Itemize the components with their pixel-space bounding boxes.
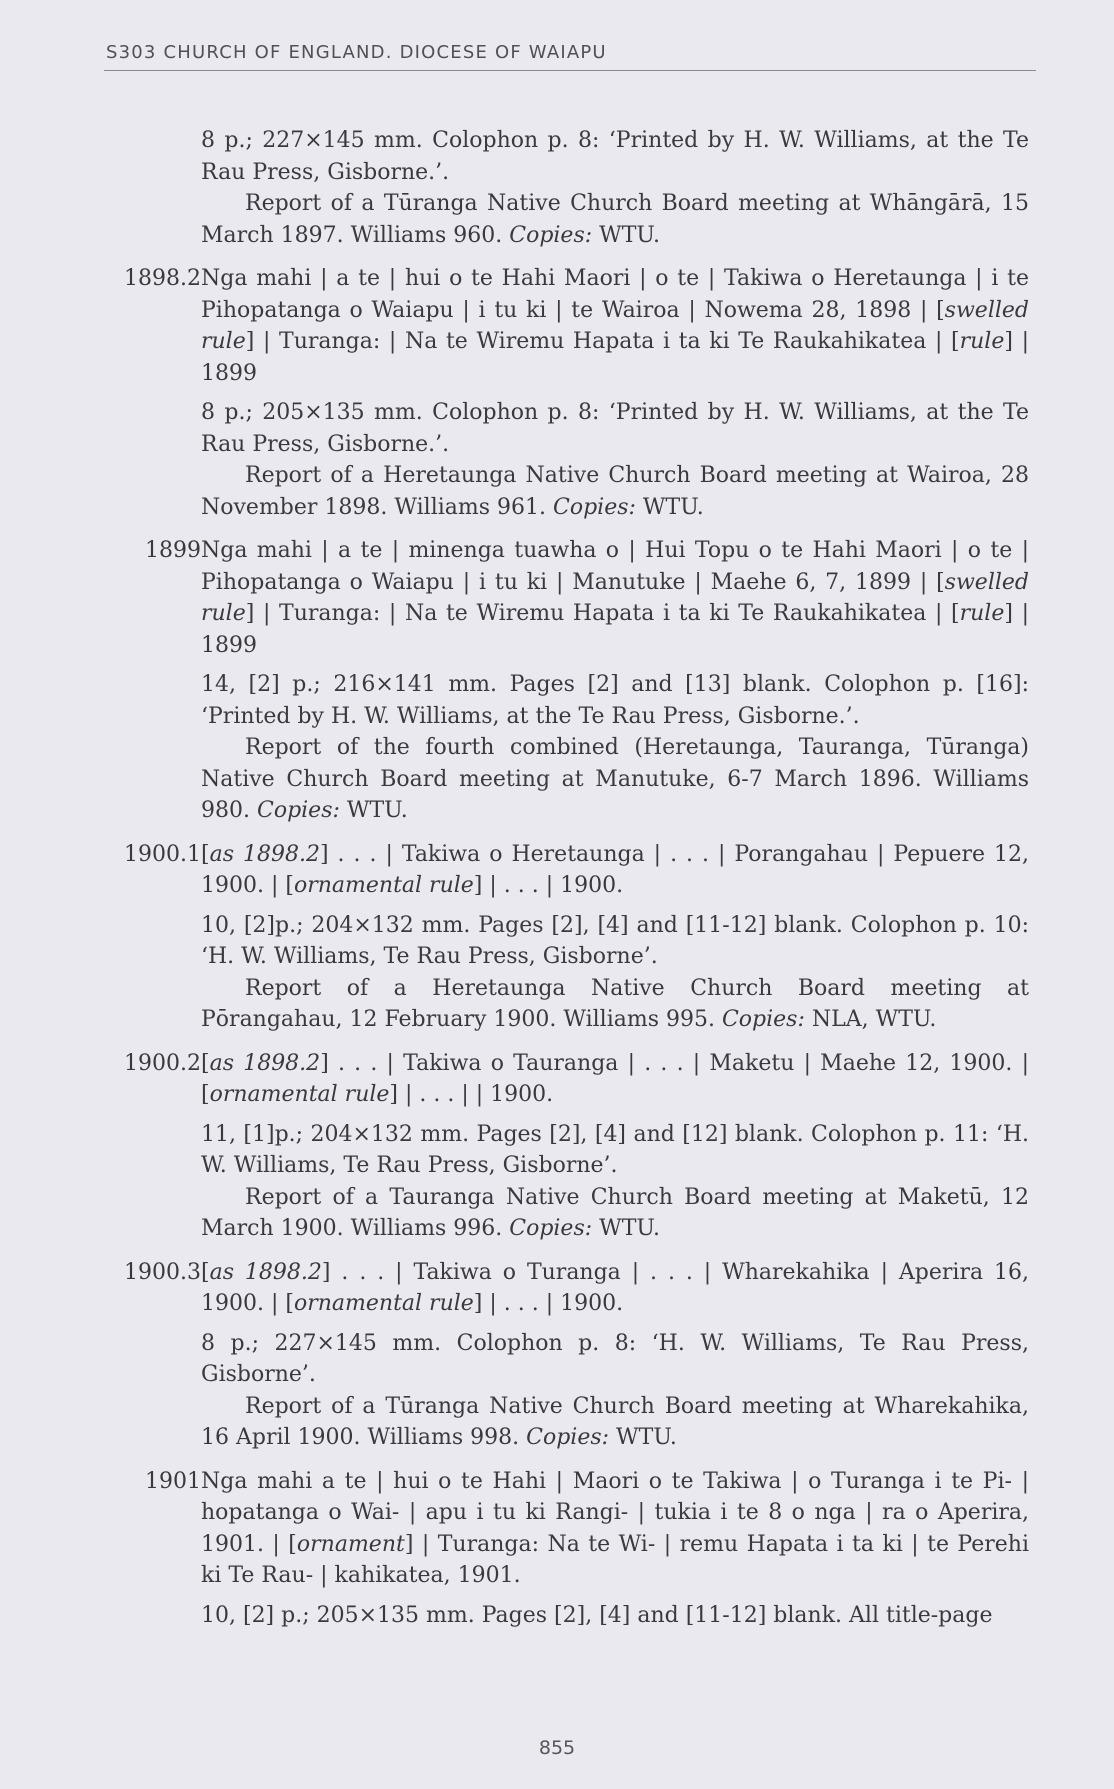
entry-note xyxy=(201,732,1029,827)
entry-number: 1901 xyxy=(145,1468,201,1494)
copies-label: Copies: xyxy=(721,1007,805,1032)
title-part: [ xyxy=(201,841,210,867)
copies-label: Copies: xyxy=(256,798,340,823)
catalogue-entry-continued xyxy=(104,125,1032,251)
note-text: Report of a Tūranga Native Church Board meeting at Whāngārā, 15 March 1897. Williams 960. xyxy=(201,191,1029,248)
title-part: ] | 1899 xyxy=(201,601,1029,658)
catalogue-entry xyxy=(104,1257,1032,1454)
title-part: ] | 1899 xyxy=(201,329,1029,386)
entry-title xyxy=(201,1466,1029,1592)
entry-number: 1900.1 xyxy=(124,841,201,867)
title-part: ] . . . | Takiwa o Turanga | . . . | Wharekahika | Aperira 16, 1900. | [ xyxy=(201,1259,1029,1316)
entry-body xyxy=(201,1257,1029,1454)
copies-holdings: WTU. xyxy=(635,494,704,520)
header-rule xyxy=(104,70,1036,71)
title-editorial: as 1898.2 xyxy=(209,1259,322,1285)
copies-label: Copies: xyxy=(509,222,593,248)
copies-holdings: WTU. xyxy=(592,222,660,248)
entry-physical-description: 11, [1]p.; 204×132 mm. Pages [2], [4] and [12] blank. Colophon p. 11: ‘H. W. Williams, Te Rau Press, Gisborne’. xyxy=(201,1121,1029,1178)
entry-physical-description: 8 p.; 227×145 mm. Colophon p. 8: ‘H. W. Williams, Te Rau Press, Gisborne’. xyxy=(201,1330,1029,1387)
title-editorial: as 1898.2 xyxy=(209,1050,321,1076)
entry-title xyxy=(201,1257,1029,1320)
entry-number: 1899 xyxy=(145,538,201,563)
running-head: S303 CHURCH OF ENGLAND. DIOCESE OF WAIAPU xyxy=(106,42,607,63)
title-part: ] | Turanga: | Na te Wiremu Hapata i ta ki Te Raukahikatea | [ xyxy=(245,329,960,354)
title-editorial: ornament xyxy=(296,1531,405,1557)
copies-label: Copies: xyxy=(526,1425,610,1450)
copies-holdings: WTU. xyxy=(609,1425,677,1450)
note-text: Report of a Tauranga Native Church Board meeting at Maketū, 12 March 1900. Williams 996. xyxy=(201,1184,1029,1241)
entry-physical-description: 10, [2] p.; 205×135 mm. Pages [2], [4] and [11-12] blank. All title-page xyxy=(201,1602,993,1628)
catalogue-entry xyxy=(104,839,1032,1036)
entry-body xyxy=(201,839,1029,1036)
catalogue-entry xyxy=(104,263,1032,523)
entry-note xyxy=(201,1391,1029,1454)
entry-number: 1898.2 xyxy=(124,266,201,291)
title-editorial: ornamental rule xyxy=(293,873,474,898)
entry-physical-description: 10, [2]p.; 204×132 mm. Pages [2], [4] and [11-12] blank. Colophon p. 10: ‘H. W. Williams, Te Rau Press, Gisborne’. xyxy=(201,912,1029,969)
copies-holdings: WTU. xyxy=(592,1216,660,1241)
title-editorial: ornamental rule xyxy=(209,1082,390,1107)
entry-body xyxy=(201,125,1029,251)
title-part: ] | . . . | 1900. xyxy=(473,873,624,898)
entry-note xyxy=(201,973,1029,1036)
title-editorial: rule xyxy=(959,329,1005,354)
entry-note xyxy=(201,188,1029,251)
title-part: Nga mahi a te | hui o te Hahi | Maori o te Takiwa | o Turanga i te Pi- | hopatanga o Wai- | apu i tu ki Rangi- | tukia i te 8 o nga | ra o Aperira, 1901. | [ xyxy=(201,1468,1029,1557)
title-part: ] . . . | Takiwa o Tauranga | . . . | Maketu | Maehe 12, 1900. | [ xyxy=(201,1050,1029,1107)
entry-physical-description: 8 p.; 205×135 mm. Colophon p. 8: ‘Printed by H. W. Williams, at the Te Rau Press, Gisborne.’. xyxy=(201,400,1029,457)
entry-body xyxy=(201,263,1029,523)
copies-label: Copies: xyxy=(509,1216,593,1241)
entry-body xyxy=(201,535,1029,827)
title-part: [ xyxy=(201,1259,210,1285)
entry-physical-description: 14, [2] p.; 216×141 mm. Pages [2] and [13] blank. Colophon p. [16]: ‘Printed by H. W. Williams, at the Te Rau Press, Gisborne.’. xyxy=(201,672,1029,729)
catalogue-entry xyxy=(104,535,1032,827)
entry-number xyxy=(104,125,201,251)
entry-title xyxy=(201,839,1029,902)
page-number: 855 xyxy=(538,1737,576,1759)
title-part: Nga mahi | a te | minenga tuawha o | Hui Topu o te Hahi Maori | o te | Pihopatanga o Waiapu | i tu ki | Manutuke | Maehe 6, 7, 1899 | [ xyxy=(201,538,1029,595)
entry-physical-description: 8 p.; 227×145 mm. Colophon p. 8: ‘Printed by H. W. Williams, at the Te Rau Press, Gisborne.’. xyxy=(201,128,1029,185)
title-part: ] | Turanga: Na te Wi- | remu Hapata i ta ki | te Perehi ki Te Rau- | kahikatea, 1901. xyxy=(201,1531,1029,1588)
title-part: [ xyxy=(201,1050,210,1076)
catalogue-entry xyxy=(104,1048,1032,1245)
title-editorial: swelled rule xyxy=(201,297,1029,354)
entry-list xyxy=(104,263,1032,1631)
copies-holdings: WTU. xyxy=(339,798,408,823)
note-text: Report of a Tūranga Native Church Board meeting at Wharekahika, 16 April 1900. Williams 998. xyxy=(201,1393,1029,1450)
entry-body xyxy=(201,1048,1029,1245)
entry-body xyxy=(201,1466,1029,1632)
entry-title xyxy=(201,263,1029,389)
entry-note xyxy=(201,1182,1029,1245)
note-text: Report of a Heretaunga Native Church Board meeting at Wairoa, 28 November 1898. Williams 961. xyxy=(201,463,1029,520)
title-editorial: rule xyxy=(959,601,1005,626)
entry-title xyxy=(201,535,1029,661)
title-part: ] . . . | Takiwa o Heretaunga | . . . | Porangahau | Pepuere 12, 1900. | [ xyxy=(201,841,1029,898)
entry-number: 1900.3 xyxy=(124,1259,201,1285)
entry-number: 1900.2 xyxy=(124,1050,201,1076)
note-text: Report of a Heretaunga Native Church Board meeting at Pōrangahau, 12 February 1900. Williams 995. xyxy=(201,975,1029,1032)
title-part: ] | . . . | | 1900. xyxy=(389,1082,554,1107)
entry-title xyxy=(201,1048,1029,1111)
title-editorial: ornamental rule xyxy=(293,1291,474,1316)
title-part: ] | Turanga: | Na te Wiremu Hapata i ta ki Te Raukahikatea | [ xyxy=(245,601,960,626)
copies-label: Copies: xyxy=(553,494,636,520)
note-text: Report of the fourth combined (Heretaunga, Tauranga, Tūranga) Native Church Board meeting at Manutuke, 6-7 March 1896. Williams 980. xyxy=(201,735,1029,823)
catalogue-content xyxy=(104,125,1032,1643)
title-editorial: as 1898.2 xyxy=(209,841,320,867)
copies-holdings: NLA, WTU. xyxy=(804,1007,937,1032)
entry-note xyxy=(201,460,1029,523)
title-part: Nga mahi | a te | hui o te Hahi Maori | o te | Takiwa o Heretaunga | i te Pihopatanga o Waiapu | i tu ki | te Wairoa | Nowema 28, 1898 | [ xyxy=(201,266,1029,323)
catalogue-entry xyxy=(104,1466,1032,1632)
title-editorial: swelled rule xyxy=(201,569,1029,626)
title-part: ] | . . . | 1900. xyxy=(473,1291,624,1316)
